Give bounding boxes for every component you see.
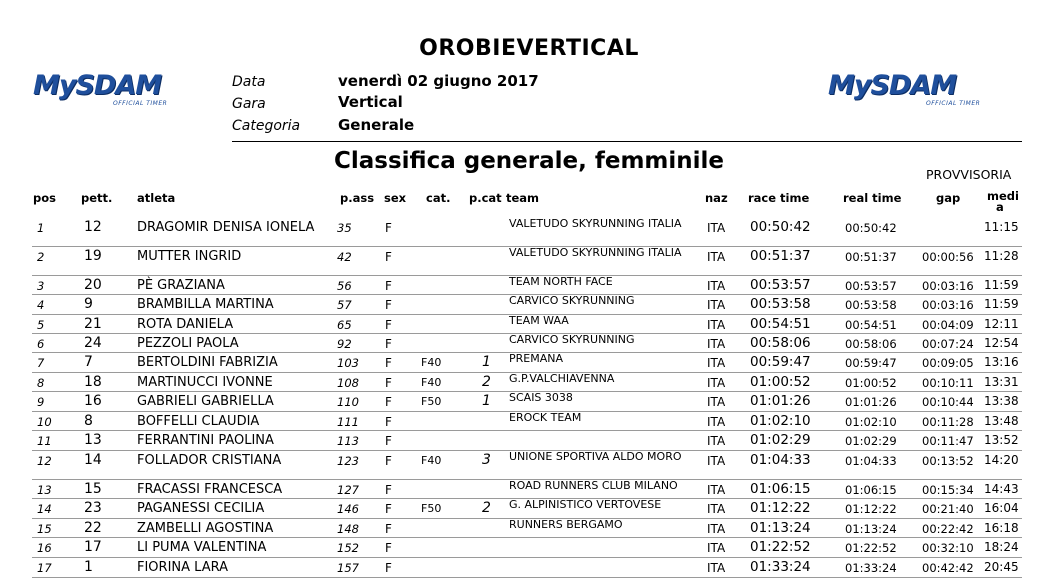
cell-athlete-name: BOFFELLI CLAUDIA bbox=[137, 414, 260, 429]
cell-real-time: 00:58:06 bbox=[845, 337, 897, 351]
cell-sex: F bbox=[385, 561, 392, 575]
cell-sex: F bbox=[385, 337, 392, 351]
cell-pos: 11 bbox=[37, 434, 52, 448]
cell-p-ass: 127 bbox=[337, 483, 359, 497]
cell-race-time: 00:54:51 bbox=[750, 316, 811, 332]
cell-gap: 00:09:05 bbox=[922, 356, 974, 370]
cell-race-time: 00:51:37 bbox=[750, 248, 811, 264]
categoria-label: Categoria bbox=[232, 118, 301, 134]
cell-p-cat: 1 bbox=[482, 354, 491, 370]
cell-media: 11:15 bbox=[984, 220, 1019, 234]
cell-race-time: 01:00:52 bbox=[750, 374, 811, 390]
cell-nationality: ITA bbox=[707, 454, 726, 468]
cell-team: EROCK TEAM bbox=[509, 411, 582, 424]
cell-gap: 00:10:11 bbox=[922, 376, 974, 390]
cell-p-ass: 92 bbox=[337, 337, 352, 351]
table-row bbox=[32, 430, 1022, 451]
cell-gap: 00:22:42 bbox=[922, 522, 974, 536]
cell-team: TEAM NORTH FACE bbox=[509, 275, 613, 288]
cell-p-ass: 108 bbox=[337, 376, 359, 390]
col-real-time: real time bbox=[843, 191, 902, 205]
col-race-time: race time bbox=[748, 191, 810, 205]
cell-pos: 9 bbox=[37, 395, 45, 409]
cell-sex: F bbox=[385, 298, 392, 312]
cell-pett: 13 bbox=[84, 432, 102, 448]
cell-p-ass: 56 bbox=[337, 279, 352, 293]
cell-media: 13:38 bbox=[984, 394, 1019, 408]
cell-pos: 17 bbox=[37, 561, 52, 575]
cell-p-ass: 103 bbox=[337, 356, 359, 370]
cell-pos: 4 bbox=[37, 298, 45, 312]
cell-p-cat: 3 bbox=[482, 452, 491, 468]
cell-nationality: ITA bbox=[707, 415, 726, 429]
table-row bbox=[32, 498, 1022, 519]
cell-media: 11:59 bbox=[984, 278, 1019, 292]
cell-media: 11:59 bbox=[984, 297, 1019, 311]
cell-media: 13:16 bbox=[984, 355, 1019, 369]
cell-real-time: 01:02:10 bbox=[845, 415, 897, 429]
cell-pos: 6 bbox=[37, 337, 45, 351]
cell-gap: 00:13:52 bbox=[922, 454, 974, 468]
cell-sex: F bbox=[385, 376, 392, 390]
page-title: OROBIEVERTICAL bbox=[419, 36, 639, 61]
cell-sex: F bbox=[385, 356, 392, 370]
col-sex: sex bbox=[384, 191, 407, 205]
cell-pos: 5 bbox=[37, 318, 45, 332]
table-row bbox=[32, 333, 1022, 353]
cell-pett: 22 bbox=[84, 520, 102, 536]
col-team: team bbox=[506, 191, 540, 205]
data-value: venerdì 02 giugno 2017 bbox=[338, 72, 539, 90]
cell-p-ass: 146 bbox=[337, 502, 359, 516]
cell-race-time: 01:06:15 bbox=[750, 481, 811, 497]
cell-p-ass: 123 bbox=[337, 454, 359, 468]
cell-pett: 18 bbox=[84, 374, 102, 390]
cell-sex: F bbox=[385, 502, 392, 516]
col-cat: cat. bbox=[426, 191, 451, 205]
cell-race-time: 00:53:57 bbox=[750, 277, 811, 293]
cell-real-time: 00:51:37 bbox=[845, 250, 897, 264]
cell-pett: 9 bbox=[84, 296, 93, 312]
cell-pett: 20 bbox=[84, 277, 102, 293]
cell-race-time: 01:01:26 bbox=[750, 393, 811, 409]
cell-pos: 7 bbox=[37, 356, 45, 370]
cell-sex: F bbox=[385, 522, 392, 536]
cell-media: 16:18 bbox=[984, 521, 1019, 535]
cell-pett: 21 bbox=[84, 316, 102, 332]
cell-team: ROAD RUNNERS CLUB MILANO bbox=[509, 479, 678, 492]
cell-sex: F bbox=[385, 454, 392, 468]
cell-race-time: 00:53:58 bbox=[750, 296, 811, 312]
cell-category: F40 bbox=[421, 376, 442, 389]
table-row bbox=[32, 411, 1022, 431]
table-row bbox=[32, 557, 1022, 578]
cell-pett: 16 bbox=[84, 393, 102, 409]
cell-p-ass: 65 bbox=[337, 318, 352, 332]
cell-nationality: ITA bbox=[707, 434, 726, 448]
cell-p-cat: 1 bbox=[482, 393, 491, 409]
cell-pos: 12 bbox=[37, 454, 52, 468]
table-row bbox=[32, 314, 1022, 334]
cell-athlete-name: BRAMBILLA MARTINA bbox=[137, 297, 274, 312]
cell-real-time: 01:04:33 bbox=[845, 454, 897, 468]
cell-nationality: ITA bbox=[707, 483, 726, 497]
table-row bbox=[32, 372, 1022, 392]
cell-media: 14:20 bbox=[984, 453, 1019, 467]
cell-nationality: ITA bbox=[707, 561, 726, 575]
col-naz: naz bbox=[705, 191, 728, 205]
col-pass: p.ass bbox=[340, 191, 375, 205]
cell-p-ass: 35 bbox=[337, 221, 352, 235]
cell-nationality: ITA bbox=[707, 541, 726, 555]
table-row bbox=[32, 352, 1022, 373]
cell-p-ass: 152 bbox=[337, 541, 359, 555]
cell-nationality: ITA bbox=[707, 250, 726, 264]
cell-athlete-name: FIORINA LARA bbox=[137, 560, 228, 575]
table-row bbox=[32, 391, 1022, 412]
cell-media: 11:28 bbox=[984, 249, 1019, 263]
cell-pett: 17 bbox=[84, 539, 102, 555]
cell-race-time: 01:13:24 bbox=[750, 520, 811, 536]
cell-media: 20:45 bbox=[984, 560, 1019, 574]
col-media: medi a bbox=[987, 189, 1019, 214]
cell-sex: F bbox=[385, 395, 392, 409]
table-row bbox=[32, 518, 1022, 538]
cell-athlete-name: FERRANTINI PAOLINA bbox=[137, 433, 274, 448]
cell-media: 13:52 bbox=[984, 433, 1019, 447]
cell-pos: 1 bbox=[37, 221, 45, 235]
cell-race-time: 01:02:29 bbox=[750, 432, 811, 448]
cell-media: 16:04 bbox=[984, 501, 1019, 515]
cell-category: F50 bbox=[421, 502, 442, 515]
cell-media: 12:54 bbox=[984, 336, 1019, 350]
cell-team: G.P.VALCHIAVENNA bbox=[509, 372, 615, 385]
cell-media: 12:11 bbox=[984, 317, 1019, 331]
cell-category: F40 bbox=[421, 356, 442, 369]
cell-team: VALETUDO SKYRUNNING ITALIA bbox=[509, 246, 682, 259]
cell-athlete-name: MUTTER INGRID bbox=[137, 249, 242, 264]
cell-pos: 13 bbox=[37, 483, 52, 497]
cell-pett: 23 bbox=[84, 500, 102, 516]
cell-pett: 8 bbox=[84, 413, 93, 429]
data-label: Data bbox=[232, 74, 266, 90]
table-row bbox=[32, 217, 1022, 247]
cell-real-time: 00:53:57 bbox=[845, 279, 897, 293]
cell-team: PREMANA bbox=[509, 352, 563, 365]
cell-real-time: 01:02:29 bbox=[845, 434, 897, 448]
cell-team: TEAM WAA bbox=[509, 314, 569, 327]
cell-real-time: 01:06:15 bbox=[845, 483, 897, 497]
cell-race-time: 00:58:06 bbox=[750, 335, 811, 351]
cell-gap: 00:11:47 bbox=[922, 434, 974, 448]
cell-pett: 12 bbox=[84, 219, 102, 235]
cell-gap: 00:03:16 bbox=[922, 298, 974, 312]
cell-team: G. ALPINISTICO VERTOVESE bbox=[509, 498, 662, 511]
cell-real-time: 00:59:47 bbox=[845, 356, 897, 370]
cell-team: CARVICO SKYRUNNING bbox=[509, 294, 635, 307]
cell-team: RUNNERS BERGAMO bbox=[509, 518, 623, 531]
cell-media: 13:48 bbox=[984, 414, 1019, 428]
cell-gap: 00:42:42 bbox=[922, 561, 974, 575]
cell-sex: F bbox=[385, 250, 392, 264]
cell-sex: F bbox=[385, 541, 392, 555]
status-label: PROVVISORIA bbox=[926, 167, 1012, 182]
cell-nationality: ITA bbox=[707, 298, 726, 312]
cell-sex: F bbox=[385, 279, 392, 293]
cell-sex: F bbox=[385, 415, 392, 429]
cell-nationality: ITA bbox=[707, 522, 726, 536]
gara-value: Vertical bbox=[338, 93, 403, 111]
cell-athlete-name: LI PUMA VALENTINA bbox=[137, 540, 267, 555]
cell-pos: 16 bbox=[37, 541, 52, 555]
cell-athlete-name: ZAMBELLI AGOSTINA bbox=[137, 521, 274, 536]
cell-real-time: 01:13:24 bbox=[845, 522, 897, 536]
cell-athlete-name: FOLLADOR CRISTIANA bbox=[137, 453, 282, 468]
cell-pos: 15 bbox=[37, 522, 52, 536]
cell-team: UNIONE SPORTIVA ALDO MORO bbox=[509, 450, 682, 463]
cell-pett: 7 bbox=[84, 354, 93, 370]
cell-sex: F bbox=[385, 483, 392, 497]
cell-p-ass: 113 bbox=[337, 434, 359, 448]
col-pett: pett. bbox=[81, 191, 113, 205]
table-row bbox=[32, 479, 1022, 499]
cell-gap: 00:10:44 bbox=[922, 395, 974, 409]
cell-athlete-name: PEZZOLI PAOLA bbox=[137, 336, 239, 351]
cell-p-ass: 42 bbox=[337, 250, 352, 264]
cell-nationality: ITA bbox=[707, 395, 726, 409]
cell-real-time: 00:54:51 bbox=[845, 318, 897, 332]
cell-athlete-name: DRAGOMIR DENISA IONELA bbox=[137, 220, 315, 235]
cell-real-time: 00:50:42 bbox=[845, 221, 897, 235]
cell-real-time: 01:22:52 bbox=[845, 541, 897, 555]
cell-race-time: 01:02:10 bbox=[750, 413, 811, 429]
table-row bbox=[32, 537, 1022, 558]
cell-pos: 10 bbox=[37, 415, 52, 429]
cell-real-time: 00:53:58 bbox=[845, 298, 897, 312]
cell-athlete-name: GABRIELI GABRIELLA bbox=[137, 394, 274, 409]
cell-nationality: ITA bbox=[707, 376, 726, 390]
cell-media: 13:31 bbox=[984, 375, 1019, 389]
mysdam-logo-right: MySDAM OFFICIAL TIMER bbox=[828, 70, 981, 107]
cell-category: F40 bbox=[421, 454, 442, 467]
cell-p-ass: 110 bbox=[337, 395, 359, 409]
col-pos: pos bbox=[33, 191, 56, 205]
cell-p-cat: 2 bbox=[482, 374, 491, 390]
cell-p-ass: 111 bbox=[337, 415, 359, 429]
cell-athlete-name: ROTA DANIELA bbox=[137, 317, 234, 332]
cell-sex: F bbox=[385, 434, 392, 448]
cell-sex: F bbox=[385, 318, 392, 332]
cell-pos: 14 bbox=[37, 502, 52, 516]
cell-media: 14:43 bbox=[984, 482, 1019, 496]
cell-athlete-name: PAGANESSI CECILIA bbox=[137, 501, 265, 516]
cell-sex: F bbox=[385, 221, 392, 235]
cell-nationality: ITA bbox=[707, 279, 726, 293]
cell-race-time: 01:12:22 bbox=[750, 500, 811, 516]
table-row bbox=[32, 294, 1022, 315]
table-row bbox=[32, 246, 1022, 276]
cell-p-ass: 157 bbox=[337, 561, 359, 575]
cell-gap: 00:00:56 bbox=[922, 250, 974, 264]
cell-p-cat: 2 bbox=[482, 500, 491, 516]
cell-pos: 3 bbox=[37, 279, 45, 293]
cell-race-time: 01:33:24 bbox=[750, 559, 811, 575]
cell-real-time: 01:12:22 bbox=[845, 502, 897, 516]
header-divider bbox=[232, 141, 1022, 142]
cell-gap: 00:15:34 bbox=[922, 483, 974, 497]
cell-athlete-name: FRACASSI FRANCESCA bbox=[137, 482, 283, 497]
cell-real-time: 01:33:24 bbox=[845, 561, 897, 575]
cell-nationality: ITA bbox=[707, 221, 726, 235]
cell-real-time: 01:01:26 bbox=[845, 395, 897, 409]
cell-gap: 00:32:10 bbox=[922, 541, 974, 555]
cell-gap: 00:21:40 bbox=[922, 502, 974, 516]
cell-race-time: 01:22:52 bbox=[750, 539, 811, 555]
cell-pett: 1 bbox=[84, 559, 93, 575]
ranking-heading: Classifica generale, femminile bbox=[333, 148, 725, 174]
cell-race-time: 00:50:42 bbox=[750, 219, 811, 235]
cell-pett: 14 bbox=[84, 452, 102, 468]
col-atleta: atleta bbox=[137, 191, 176, 205]
cell-team: SCAIS 3038 bbox=[509, 391, 573, 404]
cell-athlete-name: MARTINUCCI IVONNE bbox=[137, 375, 273, 390]
cell-pos: 8 bbox=[37, 376, 45, 390]
cell-pett: 19 bbox=[84, 248, 102, 264]
col-pcat: p.cat bbox=[469, 191, 502, 205]
table-row bbox=[32, 450, 1022, 480]
cell-race-time: 01:04:33 bbox=[750, 452, 811, 468]
cell-gap: 00:04:09 bbox=[922, 318, 974, 332]
cell-pos: 2 bbox=[37, 250, 45, 264]
cell-pett: 24 bbox=[84, 335, 102, 351]
cell-team: VALETUDO SKYRUNNING ITALIA bbox=[509, 217, 682, 230]
col-gap: gap bbox=[936, 191, 961, 205]
categoria-value: Generale bbox=[338, 116, 415, 134]
mysdam-logo-left: MySDAM OFFICIAL TIMER bbox=[33, 70, 168, 107]
table-row bbox=[32, 275, 1022, 295]
cell-nationality: ITA bbox=[707, 337, 726, 351]
cell-category: F50 bbox=[421, 395, 442, 408]
cell-nationality: ITA bbox=[707, 502, 726, 516]
cell-p-ass: 148 bbox=[337, 522, 359, 536]
cell-media: 18:24 bbox=[984, 540, 1019, 554]
cell-team: CARVICO SKYRUNNING bbox=[509, 333, 635, 346]
cell-athlete-name: PÈ GRAZIANA bbox=[137, 278, 225, 293]
cell-gap: 00:07:24 bbox=[922, 337, 974, 351]
cell-real-time: 01:00:52 bbox=[845, 376, 897, 390]
cell-nationality: ITA bbox=[707, 356, 726, 370]
cell-race-time: 00:59:47 bbox=[750, 354, 811, 370]
cell-p-ass: 57 bbox=[337, 298, 352, 312]
cell-nationality: ITA bbox=[707, 318, 726, 332]
cell-gap: 00:03:16 bbox=[922, 279, 974, 293]
gara-label: Gara bbox=[232, 96, 266, 112]
cell-gap: 00:11:28 bbox=[922, 415, 974, 429]
cell-athlete-name: BERTOLDINI FABRIZIA bbox=[137, 355, 278, 370]
cell-pett: 15 bbox=[84, 481, 102, 497]
